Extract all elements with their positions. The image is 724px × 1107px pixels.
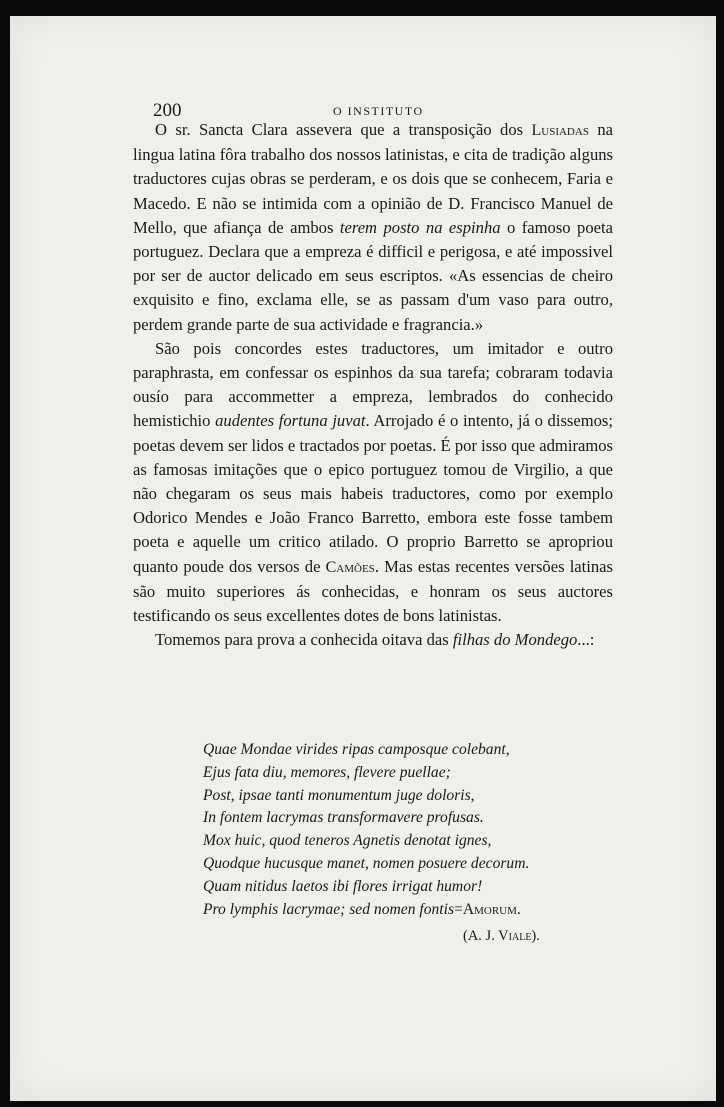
- paragraph-2: São pois concordes estes traductores, um imitador e outro paraphrasta, em confessar os espinhos da sua tarefa; cobraram todavia ousío para accommetter a empreza, lembrados do conhecido hemistichio audentes fortuna juvat. Arrojado é o intento, já o dissemos; poetas devem ser lidos e tractados por poetas. É por isso que admiramos as famosas imitações que o epico portuguez tomou de Virgilio, a que não chegaram os seus mais habeis traductores, como por exemplo Odorico Mendes e João Franco Barretto, embora este fosse tambem poeta e aquelle um critico atilado. O proprio Barretto se apropriou quanto poude dos versos de Camões. Mas estas recentes versões latinas são muito superiores ás conhecidas, e honram os seus auctores testificando os seus excellentes dotes de bons latinistas.: [133, 338, 614, 626]
- lusiadas-title: Lusiadas: [531, 122, 589, 139]
- camoes-name: Camões: [325, 558, 375, 576]
- verse-line: Quam nitidus laetos ibi flores irrigat humor!: [203, 877, 483, 895]
- verse-line: Mox huic, quod teneros Agnetis denotat ignes,: [203, 832, 492, 850]
- verse-line-last: Pro lymphis lacrymae; sed nomen fontis=Amorum.: [203, 900, 521, 918]
- latin-hemistich: audentes fortuna juvat: [215, 411, 366, 431]
- body-text: [133, 118, 613, 652]
- attribution: (A. J. Viale).: [463, 928, 540, 944]
- paragraph-1: O sr. Sancta Clara assevera que a transposição dos Lusiadas na lingua latina fôra trabalho dos nossos latinistas, e cita de tradição alguns traductores cujas obras se perderam, e os dois que se conhecem, Faria e Macedo. E não se intimida com a opinião de D. Francisco Manuel de Mello, que afiança de ambos terem posto na espinha o famoso poeta portuguez. Declara que a empreza é difficil e perigosa, e até impossivel por ser de auctor delicado em seus escriptos. «As essencias de cheiro exquisito e fino, exclama elle, se as passam d'um vaso para outro, perdem grande parte de sua actividade e fragrancia.»: [133, 120, 613, 334]
- amorum-word: =Amorum.: [454, 900, 521, 918]
- filhas-do-mondego: filhas do Mondego: [452, 630, 578, 650]
- quoted-phrase: terem posto na espinha: [339, 217, 501, 237]
- page-number: 200: [153, 100, 182, 121]
- running-title: O INSTITUTO: [333, 104, 424, 118]
- paragraph-3: Tomemos para prova a conhecida oitava das filhas do Mondego...:: [155, 630, 595, 650]
- verse-line: Post, ipsae tanti monumentum juge doloris,: [203, 786, 475, 804]
- verse-line: Quodque hucusque manet, nomen posuere decorum.: [203, 854, 530, 872]
- verse-line: In fontem lacrymas transformavere profusas.: [203, 809, 484, 827]
- verse-line: Ejus fata diu, memores, flevere puellae;: [203, 763, 451, 781]
- latin-verses: [203, 739, 603, 921]
- verse-line: Quae Mondae virides ripas camposque colebant,: [203, 741, 510, 758]
